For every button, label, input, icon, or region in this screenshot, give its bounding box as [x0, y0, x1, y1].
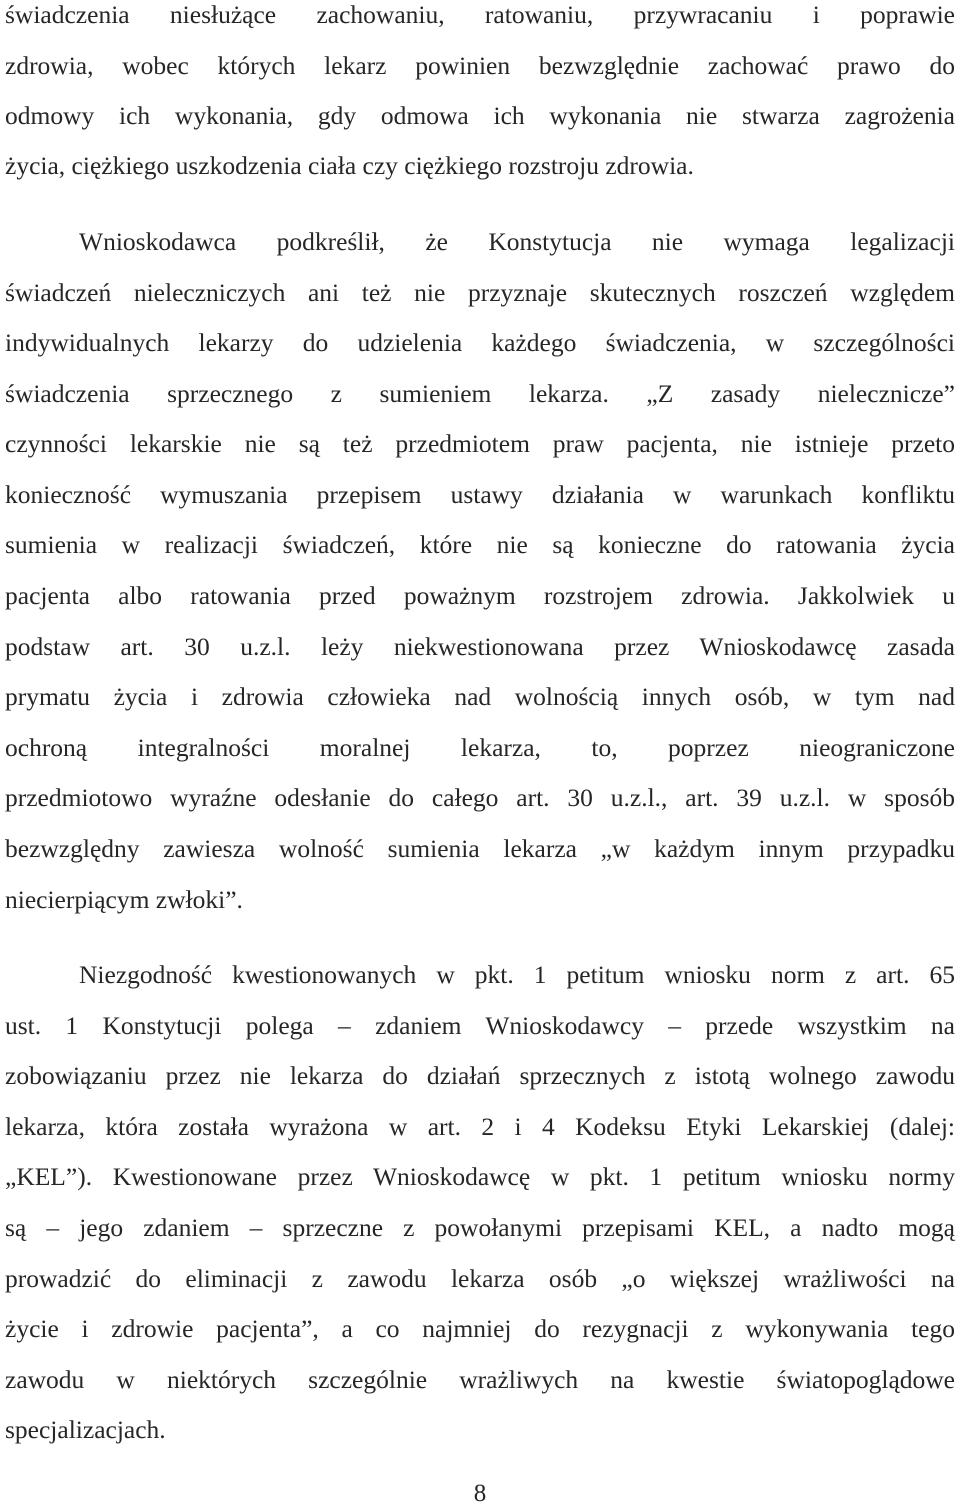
- text-line: świadczeń nieleczniczych ani też nie przyznaje skutecznych roszczeń względem: [5, 278, 955, 307]
- text-line: życie i zdrowie pacjenta”, a co najmniej do rezygnacji z wykonywania tego: [5, 1314, 955, 1343]
- text-line: świadczenia sprzecznego z sumieniem lekarza. „Z zasady nielecznicze”: [5, 379, 955, 408]
- text-line: specjalizacjach.: [5, 1415, 166, 1444]
- text-line: indywidualnych lekarzy do udzielenia każdego świadczenia, w szczególności: [5, 328, 955, 357]
- text-line: ochroną integralności moralnej lekarza, to, poprzez nieograniczone: [5, 733, 955, 762]
- text-line: zdrowia, wobec których lekarz powinien bezwzględnie zachować prawo do: [5, 51, 955, 80]
- text-line: odmowy ich wykonania, gdy odmowa ich wykonania nie stwarza zagrożenia: [5, 101, 955, 130]
- text-line: przedmiotowo wyraźne odesłanie do całego art. 30 u.z.l., art. 39 u.z.l. w sposób: [5, 783, 955, 812]
- text-line: prymatu życia i zdrowia człowieka nad wolnością innych osób, w tym nad: [5, 682, 955, 711]
- text-line: są – jego zdaniem – sprzeczne z powołanymi przepisami KEL, a nadto mogą: [5, 1213, 955, 1242]
- text-line: prowadzić do eliminacji z zawodu lekarza osób „o większej wrażliwości na: [5, 1264, 955, 1293]
- text-line: bezwzględny zawiesza wolność sumienia lekarza „w każdym innym przypadku: [5, 834, 955, 863]
- text-line: „KEL”). Kwestionowane przez Wnioskodawcę w pkt. 1 petitum wniosku normy: [5, 1162, 955, 1191]
- text-line: sumienia w realizacji świadczeń, które nie są konieczne do ratowania życia: [5, 530, 955, 559]
- text-line: świadczenia niesłużące zachowaniu, ratowaniu, przywracaniu i poprawie: [5, 0, 955, 29]
- text-line: zawodu w niektórych szczególnie wrażliwych na kwestie światopoglądowe: [5, 1365, 955, 1394]
- text-line: niecierpiącym zwłoki”.: [5, 885, 243, 914]
- text-line: pacjenta albo ratowania przed poważnym rozstrojem zdrowia. Jakkolwiek u: [5, 581, 955, 610]
- text-line: Wnioskodawca podkreślił, że Konstytucja nie wymaga legalizacji: [79, 227, 955, 256]
- text-line: ust. 1 Konstytucji polega – zdaniem Wnioskodawcy – przede wszystkim na: [5, 1011, 955, 1040]
- text-line: czynności lekarskie nie są też przedmiotem praw pacjenta, nie istnieje przeto: [5, 429, 955, 458]
- text-line: lekarza, która została wyrażona w art. 2 i 4 Kodeksu Etyki Lekarskiej (dalej:: [5, 1112, 955, 1141]
- text-line: konieczność wymuszania przepisem ustawy działania w warunkach konfliktu: [5, 480, 955, 509]
- page-number: 8: [473, 1480, 487, 1507]
- text-line: zobowiązaniu przez nie lekarza do działań sprzecznych z istotą wolnego zawodu: [5, 1061, 955, 1090]
- text-line: Niezgodność kwestionowanych w pkt. 1 petitum wniosku norm z art. 65: [79, 960, 955, 989]
- text-line: życia, ciężkiego uszkodzenia ciała czy ciężkiego rozstroju zdrowia.: [5, 151, 694, 180]
- text-line: podstaw art. 30 u.z.l. leży niekwestionowana przez Wnioskodawcę zasada: [5, 632, 955, 661]
